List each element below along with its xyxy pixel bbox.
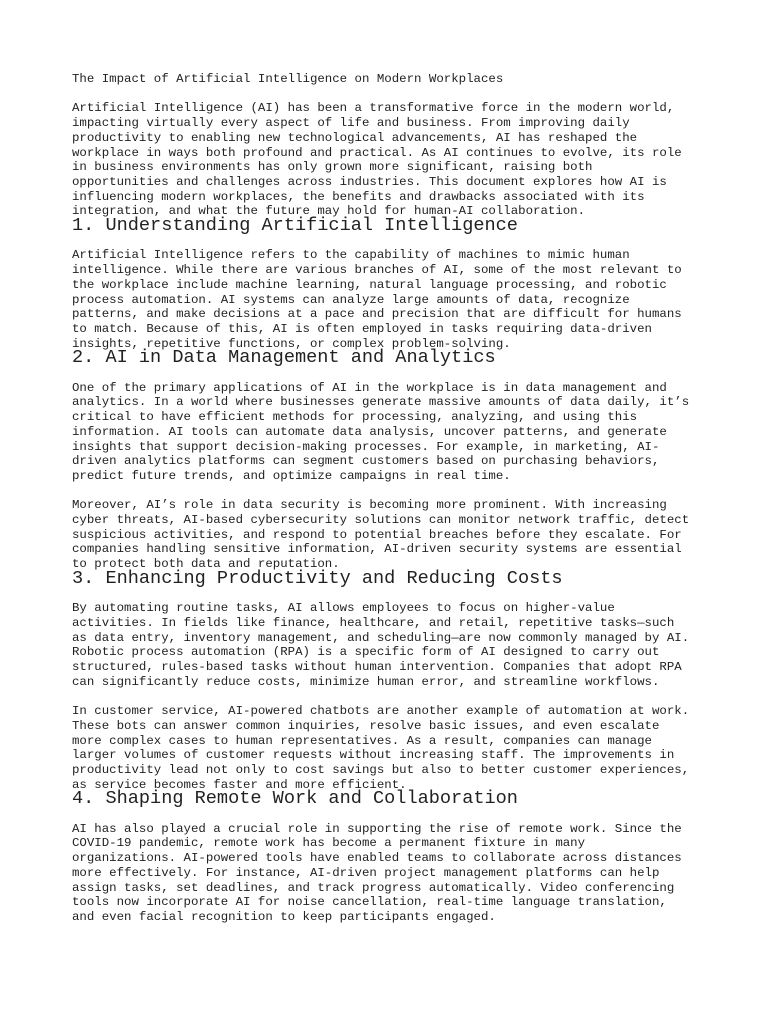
section-heading-remote-work: 4. Shaping Remote Work and Collaboration — [72, 788, 518, 810]
section-paragraph: One of the primary applications of AI in the workplace is in data management and analytics. In a world where businesses generate massive amounts of data daily, it’s critical to have efficient methods for processing, analyzing, and using this information. AI tools can automate data analysis, uncover patterns, and generate insights that support decision-making processes. For example, in marketing, AI- driven analytics platforms can segment customers based on purchasing behaviors, predict future trends, and optimize campaigns in real time. — [72, 380, 690, 483]
spacer — [72, 484, 712, 499]
section-heading-productivity: 3. Enhancing Productivity and Reducing Costs — [72, 567, 563, 589]
section-heading-data-management: 2. AI in Data Management and Analytics — [72, 347, 496, 369]
spacer — [72, 87, 712, 102]
spacer — [72, 689, 712, 704]
section-paragraph: Artificial Intelligence refers to the capability of machines to mimic human intelligence. While there are various branches of AI, some of the most relevant to the workplace include machine learning, natural language processing, and robotic process automation. AI systems can analyze large amounts of data, recognize patterns, and make decisions at a pace and precision that are difficult for humans to match. Because of this, AI is often employed in tasks requiring data-driven insights, repetitive functions, or complex problem-solving. — [72, 248, 682, 351]
document-body — [72, 72, 712, 925]
intro-paragraph: Artificial Intelligence (AI) has been a transformative force in the modern world, impacting virtually every aspect of life and business. From improving daily productivity to enabling new technological advancements, AI has reshaped the workplace in ways both profound and practical. As AI continues to evolve, its role in business environments has only grown more significant, raising both opportunities and challenges across industries. This document explores how AI is influencing modern workplaces, the benefits and drawbacks associated with its integration, and what the future may hold for human-AI collaboration. — [72, 101, 682, 219]
document-title: The Impact of Artificial Intelligence on Modern Workplaces — [72, 72, 504, 86]
section-paragraph: Moreover, AI’s role in data security is becoming more prominent. With increasing cyber threats, AI-based cybersecurity solutions can monitor network traffic, detect suspicious activities, and respond to potential breaches before they escalate. For companies handling sensitive information, AI-driven security systems are essential to protect both data and reputation. — [72, 498, 690, 572]
section-paragraph: In customer service, AI-powered chatbots are another example of automation at work. These bots can answer common inquiries, resolve basic issues, and even escalate more complex cases to human representatives. As a result, companies can manage larger volumes of customer requests without increasing staff. The improvements in productivity lead not only to cost savings but also to better customer experiences, as service becomes faster and more efficient. — [72, 704, 690, 792]
spacer — [72, 366, 712, 381]
section-paragraph: By automating routine tasks, AI allows employees to focus on higher-value activities. In fields like finance, healthcare, and retail, repetitive tasks—such as data entry, inventory management, and scheduling—are now commonly managed by AI. Robotic process automation (RPA) is a specific form of AI designed to carry out structured, rules-based tasks without human intervention. Companies that adopt RPA can significantly reduce costs, minimize human error, and streamline workflows. — [72, 601, 690, 689]
section-heading-understanding-ai: 1. Understanding Artificial Intelligence — [72, 215, 518, 237]
section-paragraph: AI has also played a crucial role in supporting the rise of remote work. Since the COVID-19 pandemic, remote work has become a permanent fixture in many organizations. AI-powered tools have enabled teams to collaborate across distances more effectively. For instance, AI-driven project management platforms can help assign tasks, set deadlines, and track progress automatically. Video conferencing tools now incorporate AI for noise cancellation, real-time language translation, and even facial recognition to keep participants engaged. — [72, 821, 682, 924]
spacer — [72, 807, 712, 822]
